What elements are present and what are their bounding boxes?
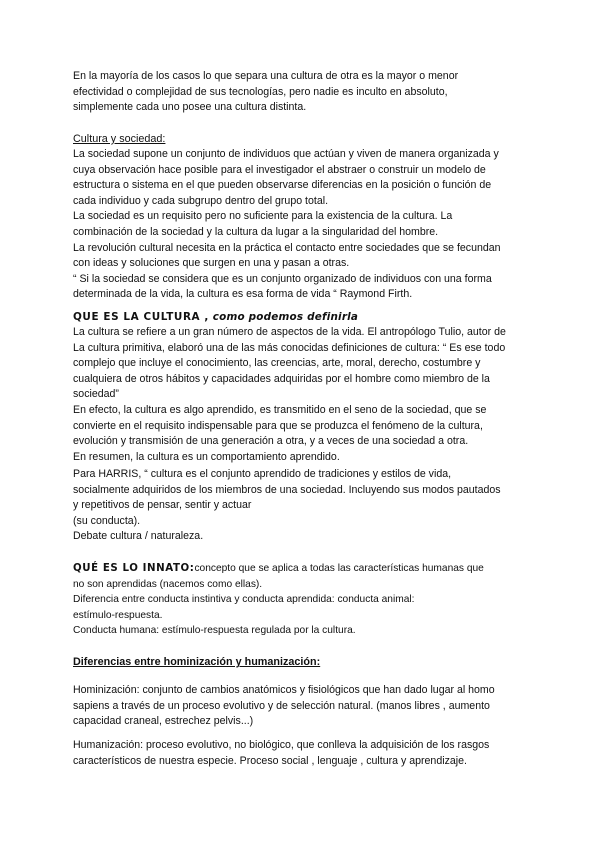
text-line: simplemente cada uno posee una cultura distinta. [73, 101, 307, 114]
section-cultura-sociedad [73, 131, 551, 303]
text-line: efectividad o complejidad de sus tecnologías, pero nadie es inculto en absoluto, [73, 85, 448, 98]
text-line: (su conducta). [73, 514, 141, 527]
text-line: “ Si la sociedad se considera que es un conjunto organizado de individuos con una forma [73, 272, 492, 285]
text-line: La sociedad supone un conjunto de individuos que actúan y viven de manera organizada y [73, 148, 499, 160]
section-que-es-la-cultura [73, 309, 551, 465]
heading-main: QUE ES LA CULTURA , [73, 311, 209, 323]
section-heading: QUÉ ES LO INNATO: [73, 563, 195, 574]
text-line: En la mayoría de los casos lo que separa una cultura de otra es la mayor o menor [73, 70, 459, 82]
text-line: convierte en el requisito indispensable para que se produzca el fenómeno de la cultura, [73, 419, 483, 432]
text-line: combinación de la sociedad y la cultura da lugar a la singularidad del hombre. [73, 225, 439, 238]
text-line: determinada de la vida, la cultura es esa forma de vida “ Raymond Firth. [73, 288, 413, 301]
text-line: Debate cultura / naturaleza. [73, 530, 204, 543]
section-harris [73, 467, 551, 545]
hominizacion-paragraph [73, 683, 551, 730]
section-lo-innato [73, 561, 551, 639]
text-line: sociedad” [73, 388, 119, 401]
text-line: La revolución cultural necesita en la práctica el contacto entre sociedades que se fecundan [73, 241, 501, 254]
text-line: Diferencia entre conducta instintiva y conducta aprendida: conducta animal: [73, 594, 415, 606]
heading-continuation: concepto que se aplica a todas las características humanas que [194, 563, 484, 574]
text-line: complejo que incluye el conocimiento, las creencias, arte, moral, derecho, costumbre y [73, 357, 481, 370]
section-hominizacion-humanizacion [73, 654, 551, 670]
section-heading [73, 309, 551, 325]
text-line: cuya observación hace posible para el investigador el abstraer o construir un modelo de [73, 163, 486, 176]
text-line: evolución y transmisión de una generación a otra, y a veces de una sociedad a otra. [73, 435, 469, 448]
text-line: Para HARRIS, “ cultura es el conjunto aprendido de tradiciones y estilos de vida, [73, 468, 452, 480]
section-heading: Diferencias entre hominización y humanización: [73, 656, 321, 668]
text-line: Conducta humana: estímulo-respuesta regulada por la cultura. [73, 625, 356, 637]
text-line [73, 561, 551, 577]
text-line: cada individuo y cada subgrupo dentro del grupo total. [73, 194, 329, 207]
text-line: En resumen, la cultura es un comportamiento aprendido. [73, 450, 340, 463]
text-line: La cultura primitiva, elaboró una de las más conocidas definiciones de cultura: “ Es ese todo [73, 341, 506, 354]
text-line: capacidad craneal, estrechez pelvis...) [73, 715, 254, 728]
text-line: cualquiera de otros hábitos y capacidades adquiridas por el hombre como miembro de la [73, 372, 490, 385]
text-line: Humanización: proceso evolutivo, no biológico, que conlleva la adquisición de los rasgos [73, 739, 490, 751]
text-line: no son aprendidas (nacemos como ellas). [73, 578, 263, 590]
humanizacion-paragraph [73, 738, 551, 769]
text-line: socialmente adquiridos de los miembros de una sociedad. Incluyendo sus modos pautados [73, 483, 501, 496]
section-heading: Cultura y sociedad: [73, 133, 166, 145]
intro-paragraph [73, 69, 551, 116]
text-line: Hominización: conjunto de cambios anatómicos y fisiológicos que han dado lugar al homo [73, 684, 495, 696]
text-line: La cultura se refiere a un gran número de aspectos de la vida. El antropólogo Tulio, autor de [73, 326, 506, 338]
text-line: estímulo-respuesta. [73, 609, 163, 621]
text-line: característicos de nuestra especie. Proceso social , lenguaje , cultura y aprendizaje. [73, 754, 467, 767]
text-line: estructura o sistema en el que pueden observarse diferencias en la posición o función de [73, 179, 492, 192]
text-line: La sociedad es un requisito pero no suficiente para la existencia de la cultura. La [73, 210, 453, 223]
heading-rest: como podemos definirla [208, 311, 359, 323]
text-line: y repetitivos de pensar, sentir y actuar [73, 499, 252, 512]
text-line: sapiens a través de un proceso evolutivo y de selección natural. (manos libres , aumento [73, 699, 490, 712]
text-line: En efecto, la cultura es algo aprendido, es transmitido en el seno de la sociedad, que se [73, 403, 487, 416]
text-line: con ideas y soluciones que surgen en una y pasan a otras. [73, 257, 350, 270]
